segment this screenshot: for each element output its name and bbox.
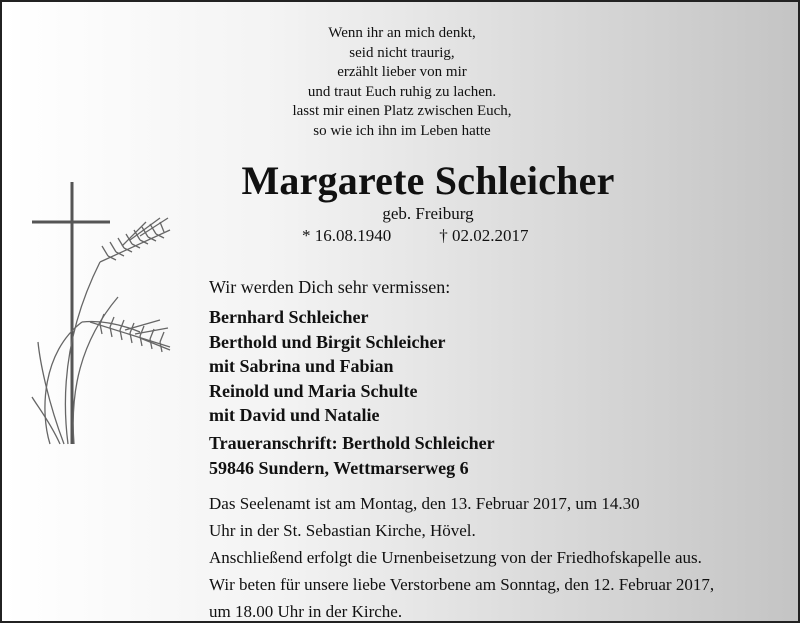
poem-line: lasst mir einen Platz zwischen Euch, <box>292 103 512 119</box>
poem-line: Wenn ihr an mich denkt, <box>328 25 476 41</box>
mourner-line: mit Sabrina und Fabian <box>209 356 394 376</box>
death-date: † 02.02.2017 <box>439 226 529 245</box>
service-line: um 18.00 Uhr in der Kirche. <box>209 602 403 621</box>
mourner-line: Reinold und Maria Schulte <box>209 380 418 401</box>
service-line: Wir beten für unsere liebe Verstorbene am Sonntag, den 12. Februar 2017, <box>209 575 715 594</box>
poem-line: erzählt lieber von mir <box>337 64 467 80</box>
mourner-line: Bernhard Schleicher <box>209 307 369 327</box>
deceased-name: Margarete Schleicher <box>241 158 615 203</box>
poem-line: seid nicht traurig, <box>349 44 455 61</box>
mourner-line: mit David und Natalie <box>209 405 380 425</box>
mourners-intro: Wir werden Dich sehr vermissen: <box>209 277 451 297</box>
poem-line: so wie ich ihn im Leben hatte <box>313 122 491 139</box>
address-line: 59846 Sundern, Wettmarserweg 6 <box>209 458 469 478</box>
address-line: Traueranschrift: Berthold Schleicher <box>209 433 495 453</box>
life-dates <box>302 226 529 246</box>
birth-date: * 16.08.1940 <box>302 226 392 245</box>
mourners-list <box>209 305 446 428</box>
birth-name: geb. Freiburg <box>382 204 474 223</box>
service-line: Anschließend erfolgt die Urnenbeisetzung von der Friedhofskapelle aus. <box>209 548 702 567</box>
cross-with-wheat-icon <box>30 182 180 447</box>
service-line: Das Seelenamt ist am Montag, den 13. Februar 2017, um 14.30 <box>209 494 640 513</box>
service-line: Uhr in der St. Sebastian Kirche, Hövel. <box>209 521 476 540</box>
poem-line: und traut Euch ruhig zu lachen. <box>307 83 497 100</box>
mourner-line: Berthold und Birgit Schleicher <box>209 331 446 352</box>
mourning-address <box>209 431 495 481</box>
service-details <box>209 490 714 623</box>
poem <box>2 24 800 141</box>
